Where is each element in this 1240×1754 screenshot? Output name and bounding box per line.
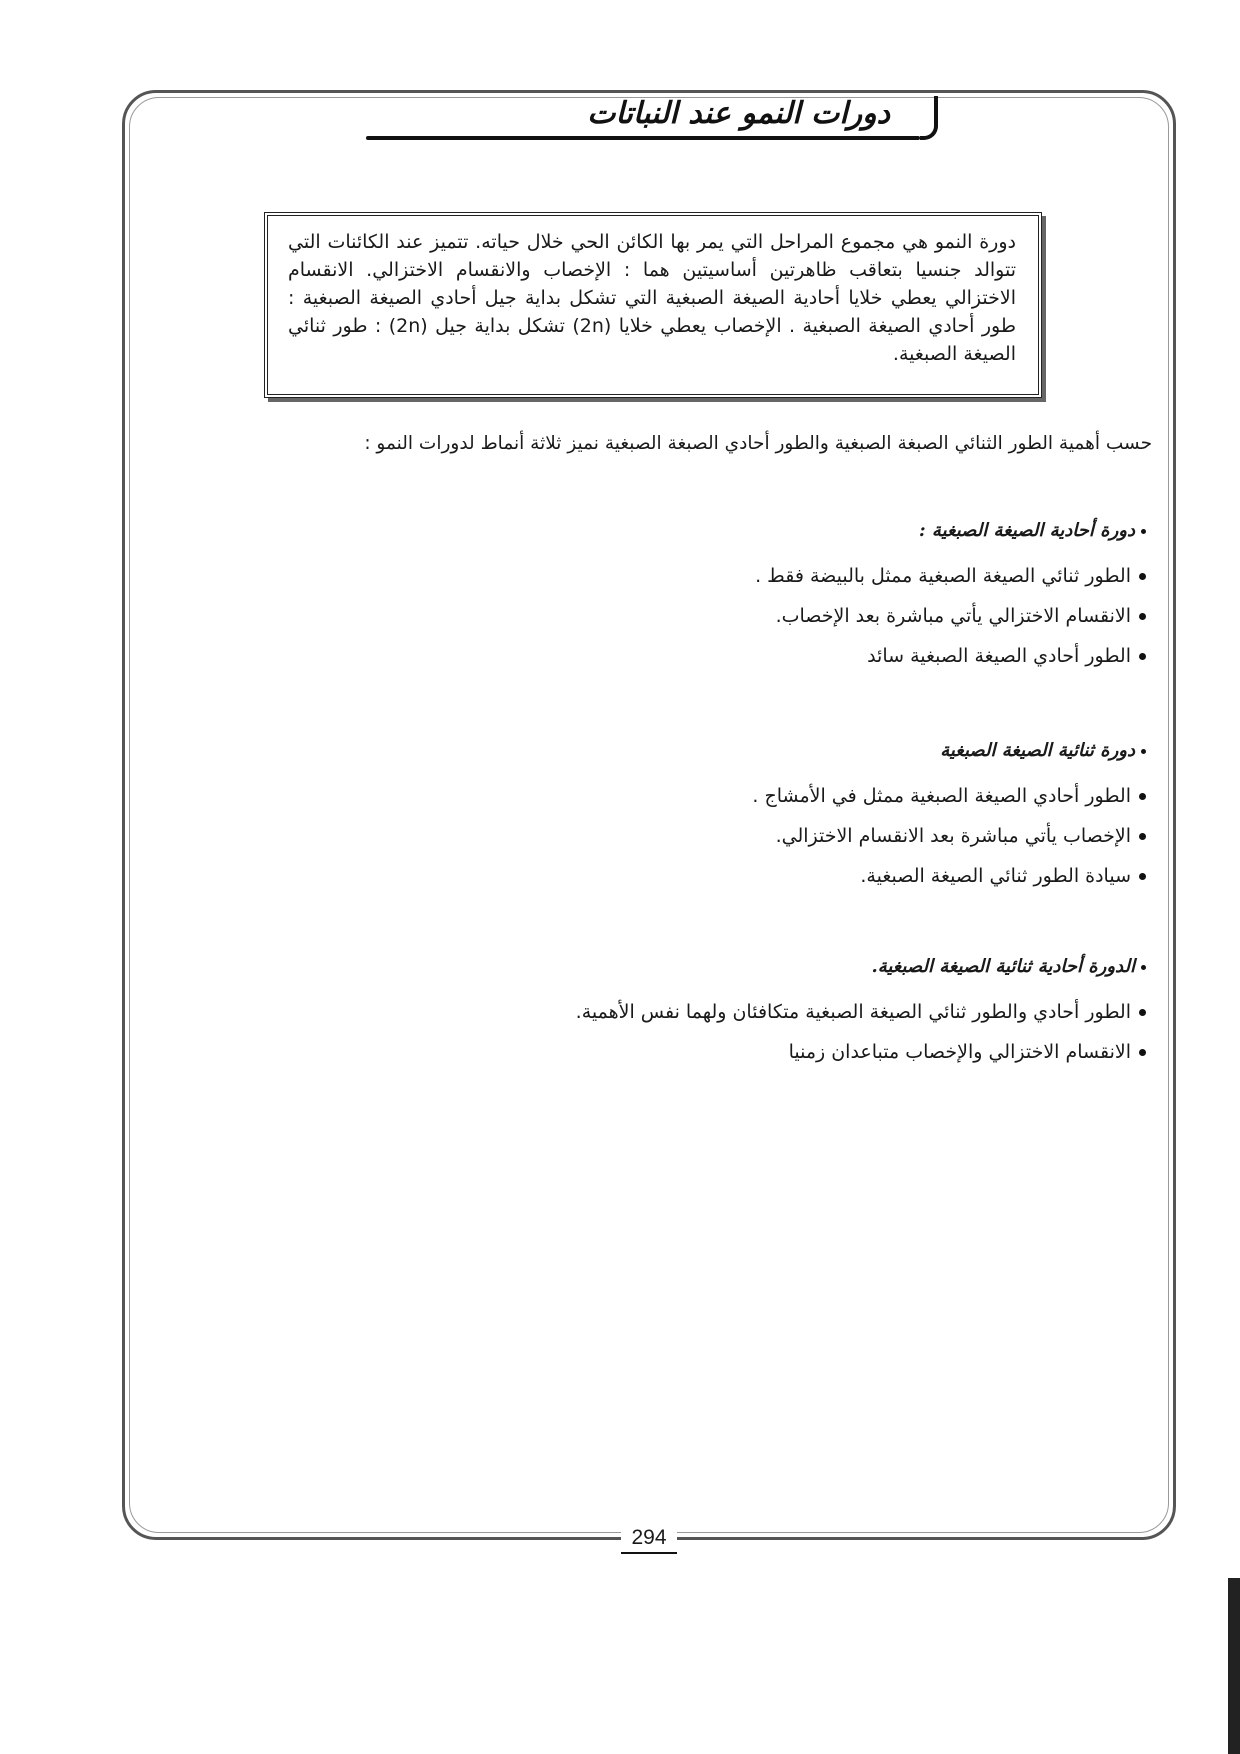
title-hook-decoration [920, 96, 938, 140]
list-item [446, 816, 1146, 856]
page-number: 294 [621, 1524, 676, 1554]
section-haplontic-cycle [446, 516, 1146, 676]
page-footer [122, 1524, 1176, 1554]
page-title: دورات النمو عند النباتات [587, 96, 890, 131]
bullet-list [446, 992, 1146, 1072]
list-item-text: الطور أحادي والطور ثنائي الصيغة الصبغية متكافئان ولهما نفس الأهمية. [575, 1001, 1131, 1023]
list-item-text: الانقسام الاختزالي يأتي مباشرة بعد الإخصاب. [775, 605, 1131, 627]
bullet-icon [1139, 833, 1146, 840]
bullet-mark-icon [1141, 965, 1146, 970]
list-item [446, 992, 1146, 1032]
list-item [446, 1032, 1146, 1072]
bullet-mark-icon [1141, 529, 1146, 534]
bullet-icon [1139, 1049, 1146, 1056]
section-heading [446, 736, 1146, 766]
section-heading-text: الدورة أحادية ثنائية الصيغة الصبغية. [871, 956, 1135, 977]
list-item [446, 636, 1146, 676]
list-item [446, 596, 1146, 636]
section-haplodiplontic-cycle [446, 952, 1146, 1072]
bullet-icon [1139, 613, 1146, 620]
section-heading [446, 952, 1146, 982]
page-header [366, 96, 938, 142]
bullet-list [446, 776, 1146, 896]
list-item [446, 556, 1146, 596]
list-item-text: الطور ثنائي الصيغة الصبغية ممثل بالبيضة فقط . [755, 565, 1131, 587]
bullet-icon [1139, 653, 1146, 660]
title-underline [366, 136, 920, 140]
list-item-text: الطور أحادي الصيغة الصبغية ممثل في الأمشاج . [752, 785, 1131, 807]
section-heading-text: دورة أحادية الصيغة الصبغية : [919, 520, 1135, 541]
scan-edge-mark [1228, 1578, 1240, 1754]
bullet-list [446, 556, 1146, 676]
list-item [446, 856, 1146, 896]
list-item-text: الطور أحادي الصيغة الصبغية سائد [867, 645, 1131, 667]
list-item-text: الإخصاب يأتي مباشرة بعد الانقسام الاختزالي. [775, 825, 1131, 847]
definition-box: دورة النمو هي مجموع المراحل التي يمر بها الكائن الحي خلال حياته. تتميز عند الكائنات التي تتوالد جنسيا بتعاقب ظاهرتين أساسيتين هما : الإخصاب والانقسام الاختزالي. الانقسام الاختزالي يعطي خلايا أحادية الصيغة الصبغية التي تشكل بداية جيل أحادي الصيغة الصبغية : طور أحادي الصيغة الصبغية . الإخصاب يعطي خلايا (2n) تشكل بداية جيل (2n) : طور ثنائي الصيغة الصبغية. [264, 212, 1042, 398]
list-item-text: الانقسام الاختزالي والإخصاب متباعدان زمنيا [788, 1041, 1131, 1063]
intro-paragraph: حسب أهمية الطور الثنائي الصبغة الصبغية والطور أحادي الصبغة الصبغية نميز ثلاثة أنماط لدورات النمو : [364, 433, 1152, 454]
section-diplontic-cycle [446, 736, 1146, 896]
section-heading-text: دورة ثنائية الصيغة الصبغية [940, 740, 1135, 761]
bullet-icon [1139, 873, 1146, 880]
list-item [446, 776, 1146, 816]
bullet-icon [1139, 573, 1146, 580]
list-item-text: سيادة الطور ثنائي الصيغة الصبغية. [860, 865, 1131, 887]
section-heading [446, 516, 1146, 546]
bullet-mark-icon [1141, 749, 1146, 754]
bullet-icon [1139, 1009, 1146, 1016]
bullet-icon [1139, 793, 1146, 800]
